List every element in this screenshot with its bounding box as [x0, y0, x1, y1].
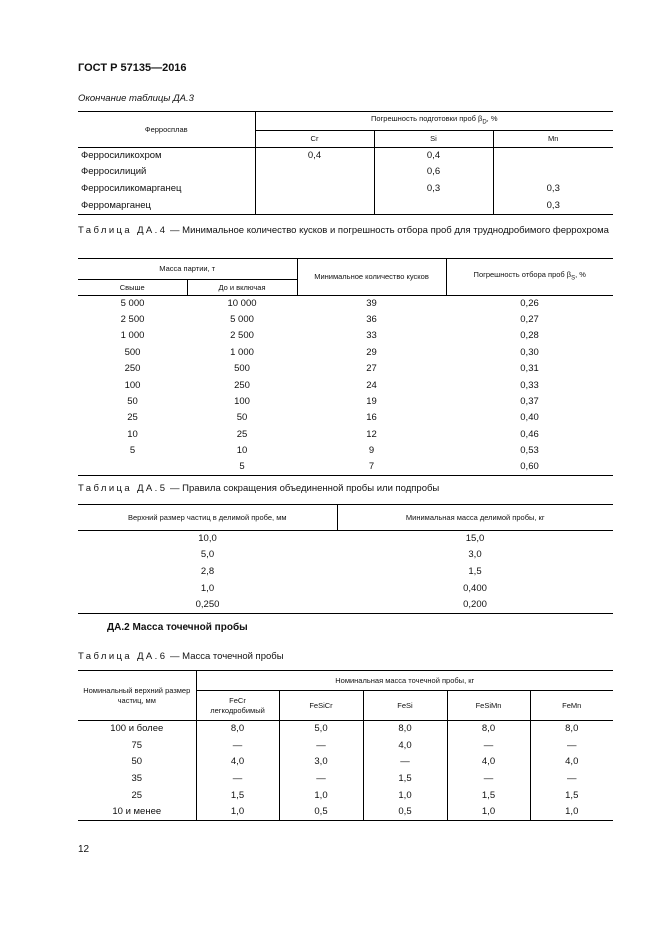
table-cell: 0,37 [520, 396, 539, 408]
table-cell: 100 и более [78, 721, 196, 738]
table-row [78, 771, 613, 788]
da6-head-fecr [196, 691, 279, 721]
da6-head-group: Номинальная масса точечной пробы, кг [196, 671, 613, 691]
table-cell: 25 [127, 412, 138, 424]
table-cell: — [447, 737, 530, 754]
table-cell: 5 000 [120, 297, 145, 309]
table-row [78, 531, 613, 548]
table-da6-caption [78, 651, 284, 662]
table-da4-label: Таблица ДА.4 [78, 225, 168, 236]
table-cell: 8,0 [447, 721, 530, 738]
table-cell: 0,27 [520, 314, 539, 326]
table-cell: 8,0 [565, 723, 579, 735]
table-cell: 10 000 [227, 297, 257, 309]
da3-cell [255, 198, 374, 215]
table-cell: 5 [187, 459, 297, 475]
da6-body [78, 721, 613, 821]
da6-head-size: Номинальный верхний размер частиц, мм [78, 671, 196, 721]
table-cell: 0,5 [279, 804, 363, 821]
table-cell: — [567, 772, 577, 784]
table-row [78, 564, 613, 581]
table-cell: 15,0 [465, 533, 485, 545]
table-cell: 0,26 [520, 297, 539, 309]
table-cell: 3,0 [279, 754, 363, 771]
table-row [78, 377, 613, 393]
table-cell: 2,8 [200, 565, 215, 577]
da6-head-fesi: FeSi [363, 691, 447, 721]
table-cell: 36 [366, 314, 377, 326]
table-cell: 1,0 [447, 804, 530, 821]
da4-head-over: Свыше [78, 280, 187, 296]
da3-head-si: Si [374, 131, 493, 148]
da4-head-min-pieces: Минимальное количество кусков [297, 259, 446, 296]
table-cell: — [279, 771, 363, 788]
table-cell: 1 000 [230, 346, 254, 358]
table-row [78, 345, 613, 361]
table-cell: 0,33 [520, 379, 539, 391]
table-row [78, 721, 613, 738]
da3-cell [255, 181, 374, 198]
table-row [78, 787, 613, 804]
table-row [78, 394, 613, 410]
table-cell: 1,5 [565, 789, 579, 801]
table-cell: 0,46 [520, 428, 539, 440]
table-cell: 250 [124, 363, 141, 375]
da3-cell [255, 164, 374, 181]
da3-cell: 0,6 [374, 164, 493, 181]
table-cell: 4,0 [447, 754, 530, 771]
table-da3-caption-text: Окончание таблицы ДА.3 [78, 93, 194, 104]
da5-head-size: Верхний размер частиц в делимой пробе, мм [78, 505, 337, 531]
page-number: 12 [78, 844, 90, 855]
da3-cell: Ферросиликомарганец [78, 181, 255, 198]
table-cell: — [567, 739, 577, 751]
section-da2-title: ДА.2 Масса точечной пробы [107, 622, 248, 633]
document-header: ГОСТ Р 57135—2016 [78, 62, 187, 74]
da3-cell: Ферромарганец [78, 198, 255, 215]
table-row [78, 427, 613, 443]
da3-cell: 0,3 [374, 181, 493, 198]
da3-cell [493, 148, 613, 164]
da6-head-fecr-note: легкодробимый [210, 705, 265, 715]
da3-cell: 0,3 [546, 183, 560, 194]
table-cell: 5,0 [200, 549, 215, 561]
table-cell: 1,0 [530, 804, 613, 821]
table-cell: 0,53 [520, 445, 539, 457]
table-cell: 1,5 [447, 787, 530, 804]
table-da4-caption [78, 224, 613, 237]
table-cell: 1 000 [120, 330, 145, 342]
da4-head-error-unit: , % [575, 270, 586, 280]
table-row [78, 547, 613, 564]
da3-head-group-sub: D [482, 119, 487, 126]
da4-head-error [446, 259, 613, 296]
table-row [78, 754, 613, 771]
table-cell: 27 [366, 363, 377, 375]
table-row [78, 312, 613, 328]
table-cell: 1,0 [363, 787, 447, 804]
table-row [78, 361, 613, 377]
table-cell: 24 [366, 379, 377, 391]
da3-cell [374, 198, 493, 215]
da5-head-mass: Минимальная масса делимой пробы, кг [337, 505, 613, 531]
table-cell: 8,0 [196, 721, 279, 738]
da4-head-error-text: Погрешность отбора проб β [473, 270, 572, 280]
table-cell: — [363, 754, 447, 771]
table-row [78, 737, 613, 754]
da6-head-fesimn: FeSiMn [447, 691, 530, 721]
table-cell: 10 и менее [78, 804, 196, 821]
table-cell: 1,5 [363, 771, 447, 788]
table-cell: 500 [234, 363, 250, 375]
da6-head-fecr-name: FeCr [229, 695, 246, 705]
table-da5-title: — Правила сокращения объединенной пробы или подпробы [167, 483, 440, 494]
table-cell: 16 [366, 412, 377, 424]
table-cell: 500 [124, 346, 141, 358]
table-cell: 100 [234, 396, 250, 408]
table-cell: 75 [78, 737, 196, 754]
table-da6-title: — Масса точечной пробы [167, 651, 284, 662]
table-da6 [78, 670, 613, 821]
table-cell: 5 [129, 445, 136, 457]
table-cell: 8,0 [363, 721, 447, 738]
table-cell: 0,250 [78, 597, 337, 614]
da4-head-error-sub: S [571, 275, 576, 282]
table-cell: 25 [78, 787, 196, 804]
table-row [78, 804, 613, 821]
table-cell: 1,0 [200, 582, 215, 594]
table-cell: — [196, 737, 279, 754]
da3-cell: Ферросиликохром [78, 148, 255, 164]
da3-head-ferroalloy: Ферросплав [78, 112, 255, 148]
table-cell: 1,5 [196, 787, 279, 804]
table-cell: 0,200 [337, 597, 613, 614]
table-cell: 5,0 [279, 721, 363, 738]
da4-head-mass: Масса партии, т [78, 259, 297, 280]
table-cell: 19 [366, 396, 377, 408]
table-cell: 1,5 [468, 565, 482, 577]
table-cell: 0,5 [363, 804, 447, 821]
table-row [78, 181, 613, 198]
table-row [78, 443, 613, 459]
table-cell: — [196, 771, 279, 788]
table-cell: 0,30 [520, 346, 539, 358]
table-cell: 0,28 [520, 330, 539, 342]
table-da5 [78, 504, 613, 614]
table-cell [78, 459, 187, 475]
table-da5-caption [78, 483, 439, 494]
table-cell: 4,0 [196, 754, 279, 771]
table-cell: 10,0 [198, 533, 217, 545]
table-cell: 3,0 [468, 549, 482, 561]
da3-cell: Ферросилиций [78, 164, 255, 181]
table-cell: 0,40 [520, 412, 539, 424]
table-row [78, 580, 613, 597]
table-cell: 25 [236, 428, 248, 440]
table-cell: 4,0 [363, 737, 447, 754]
table-cell: 10 [127, 428, 138, 440]
table-cell: 50 [236, 412, 248, 424]
table-cell: 50 [127, 396, 138, 408]
table-row [78, 459, 613, 475]
table-da3-caption [78, 93, 194, 104]
table-row [78, 198, 613, 215]
table-cell: 250 [234, 379, 250, 391]
da3-head-group-text: Погрешность подготовки проб β [370, 114, 483, 124]
table-cell: 0,400 [463, 582, 487, 594]
table-row [78, 148, 613, 164]
da3-cell: 0,4 [255, 148, 374, 164]
da6-head-fesicr: FeSiCr [279, 691, 363, 721]
table-da4-title: — Минимальное количество кусков и погрешность отбора проб для труднодробимого феррохрома [167, 225, 609, 236]
da6-head-femn: FeMn [530, 691, 613, 721]
table-da6-label: Таблица ДА.6 [78, 651, 168, 662]
table-row [78, 164, 613, 181]
table-cell: 9 [368, 445, 375, 457]
table-row [78, 410, 613, 426]
table-cell: 50 [78, 754, 196, 771]
table-cell: 33 [366, 330, 377, 342]
table-cell: 12 [366, 428, 377, 440]
table-cell: 29 [366, 346, 377, 358]
table-cell: 2 500 [120, 314, 145, 326]
da3-cell: 0,4 [374, 148, 493, 164]
da4-head-upto: До и включая [187, 280, 297, 296]
table-da3 [78, 111, 613, 215]
da3-cell: 0,3 [493, 198, 613, 215]
table-cell: 4,0 [565, 756, 579, 768]
table-cell: 7 [297, 459, 446, 475]
table-cell: — [447, 771, 530, 788]
table-cell: 1,0 [279, 787, 363, 804]
table-row [78, 296, 613, 312]
da3-head-group-unit: , % [486, 114, 498, 124]
table-cell: 39 [366, 297, 377, 309]
da3-head-mn: Mn [493, 131, 613, 148]
table-cell: 1,0 [196, 804, 279, 821]
da5-body [78, 531, 613, 614]
table-cell: 5 000 [230, 314, 254, 326]
table-cell: — [279, 737, 363, 754]
da3-cell [493, 164, 613, 181]
table-cell: 35 [78, 771, 196, 788]
table-da4 [78, 258, 613, 476]
da3-head-cr: Cr [255, 131, 374, 148]
da4-body [78, 296, 613, 476]
table-cell: 100 [124, 379, 141, 391]
table-cell: 2 500 [230, 330, 254, 342]
table-da5-label: Таблица ДА.5 [78, 483, 168, 494]
da3-head-group [255, 112, 613, 131]
table-cell: 0,31 [520, 363, 539, 375]
table-cell: 0,60 [446, 459, 613, 475]
table-row [78, 328, 613, 344]
table-cell: 10 [236, 445, 248, 457]
table-row [78, 597, 613, 614]
